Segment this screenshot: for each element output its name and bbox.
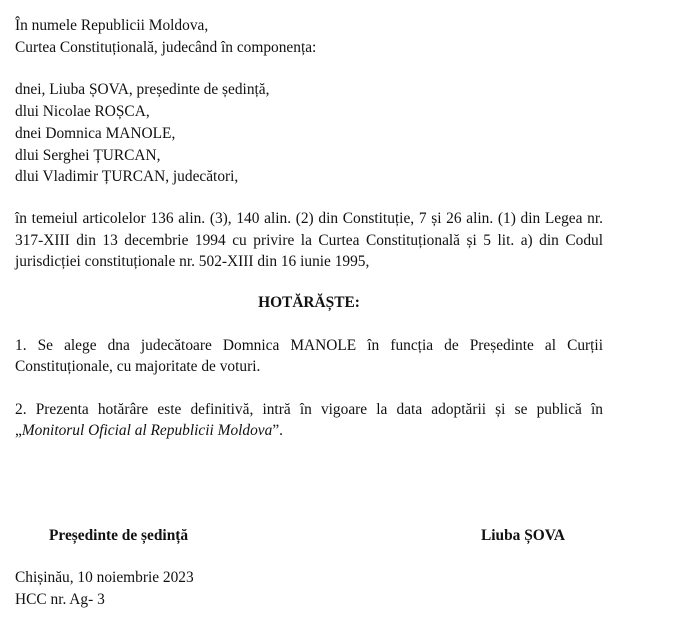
judge-1: dnei, Liuba ȘOVA, președinte de ședință,: [15, 81, 270, 98]
judge-5: dlui Vladimir ȚURCAN, judecători,: [15, 168, 239, 185]
legal-basis-line-2: 317-XIII din 13 decembrie 1994 cu privire la Curtea Constituțională și 5 lit. a) din Codul: [15, 232, 603, 249]
legal-basis-line-1: în temeiul articolelor 136 alin. (3), 140 alin. (2) din Constituție, 7 și 26 alin. (1) din Legea nr.: [15, 210, 603, 227]
judge-3: dnei Domnica MANOLE,: [15, 125, 176, 142]
item-1-line-2: Constituționale, cu majoritate de voturi.: [15, 358, 261, 375]
publication-name: Monitorul Oficial al Republicii Moldova: [21, 422, 273, 439]
place-date: Chișinău, 10 noiembrie 2023: [15, 569, 194, 586]
decision-heading: HOTĂRĂȘTE:: [258, 294, 360, 311]
quote-open: „: [15, 422, 22, 439]
signature-role: Președinte de ședință: [49, 527, 189, 544]
item-2-line-1: 2. Prezenta hotărâre este definitivă, intră în vigoare la data adoptării și se publică în: [15, 401, 603, 418]
item-1-line-1: 1. Se alege dna judecătoare Domnica MANOLE în funcția de Președinte al Curții: [15, 337, 603, 354]
item-2-line-2: [15, 422, 283, 440]
signature-name: Liuba ȘOVA: [481, 527, 565, 544]
header-line-1: În numele Republicii Moldova,: [15, 17, 209, 34]
quote-close: ”.: [272, 422, 284, 439]
legal-basis-line-3: jurisdicției constituționale nr. 502-XIII din 16 iunie 1995,: [15, 253, 370, 270]
decision-reference: HCC nr. Ag- 3: [15, 591, 105, 608]
judge-4: dlui Serghei ȚURCAN,: [15, 147, 161, 164]
judge-2: dlui Nicolae ROȘCA,: [15, 103, 150, 120]
header-line-2: Curtea Constituțională, judecând în componența:: [15, 39, 317, 56]
